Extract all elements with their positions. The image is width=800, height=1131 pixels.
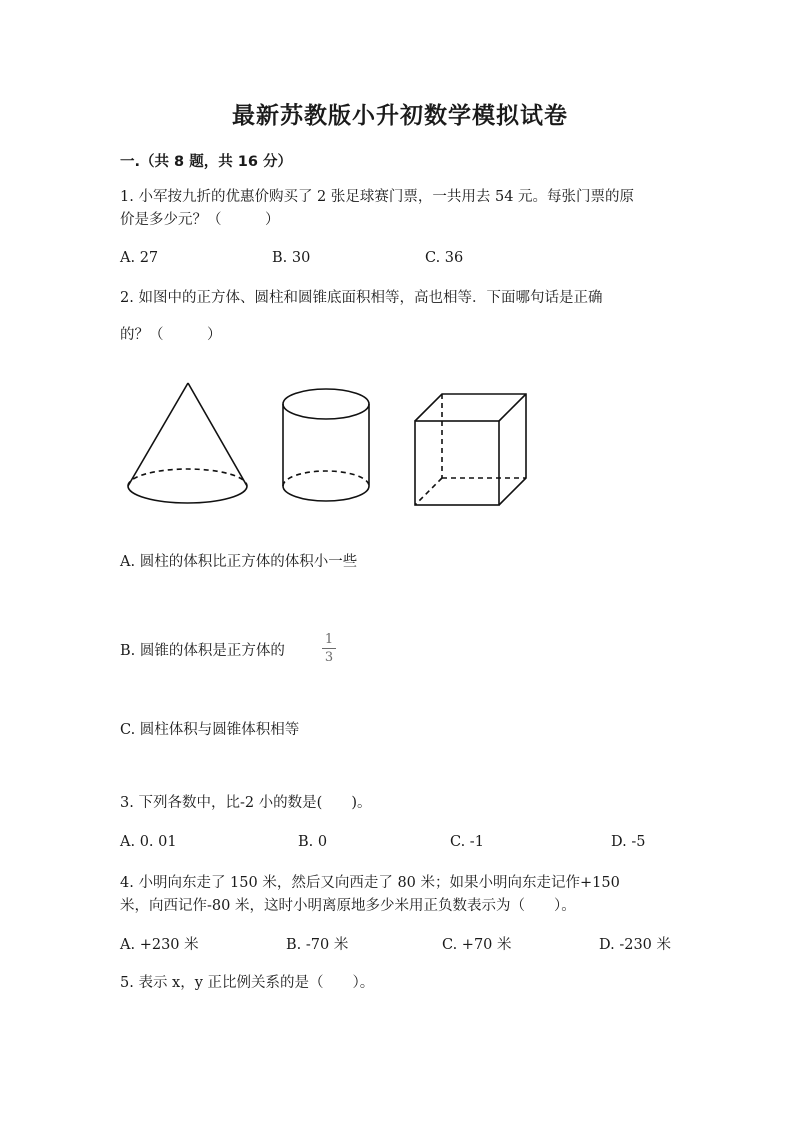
question-2-line-1: 2. 如图中的正方体、圆柱和圆锥底面积相等，高也相等．下面哪句话是正确	[120, 290, 603, 306]
question-2-line-2: 的？（ ）	[120, 327, 222, 343]
question-2-option-c: C. 圆柱体积与圆锥体积相等	[120, 722, 300, 738]
section-heading: 一.（共 8 题，共 16 分）	[120, 154, 292, 170]
question-1-option-a: A. 27	[120, 250, 159, 266]
question-3-option-d: D. -5	[611, 834, 646, 850]
cone-icon	[128, 383, 247, 503]
fraction-numerator: 1	[324, 632, 334, 647]
question-4-option-b: B. -70 米	[286, 937, 349, 953]
page-title: 最新苏教版小升初数学模拟试卷	[232, 103, 568, 129]
question-3-option-a: A. 0. 01	[120, 834, 177, 850]
question-3-text: 3. 下列各数中，比-2 小的数是( )。	[120, 795, 372, 811]
question-4-line-2: 米，向西记作-80 米，这时小明离原地多少米用正负数表示为（ ）。	[120, 898, 576, 914]
question-1-line-2: 价是多少元？（ ）	[120, 212, 280, 228]
question-3-option-b: B. 0	[298, 834, 328, 850]
fraction-one-third	[322, 632, 336, 665]
question-1-option-c: C. 36	[425, 250, 464, 266]
question-2-option-b: B. 圆锥的体积是正方体的	[120, 643, 285, 659]
fraction-denominator: 3	[324, 650, 334, 665]
cube-icon	[415, 394, 526, 505]
question-4-option-d: D. -230 米	[599, 937, 672, 953]
question-2-option-a: A. 圆柱的体积比正方体的体积小一些	[120, 554, 358, 570]
fraction-bar	[322, 648, 336, 649]
question-4-option-a: A. +230 米	[120, 937, 199, 953]
cylinder-icon	[283, 389, 369, 501]
question-1-line-1: 1. 小军按九折的优惠价购买了 2 张足球赛门票，一共用去 54 元。每张门票的原	[120, 189, 635, 205]
question-4-option-c: C. +70 米	[442, 937, 512, 953]
question-5-text: 5. 表示 x，y 正比例关系的是（ ）。	[120, 975, 375, 991]
question-4-line-1: 4. 小明向东走了 150 米，然后又向西走了 80 米；如果小明向东走记作+150	[120, 875, 620, 891]
question-1-option-b: B. 30	[272, 250, 311, 266]
question-3-option-c: C. -1	[450, 834, 484, 850]
question-4-text	[120, 872, 620, 918]
